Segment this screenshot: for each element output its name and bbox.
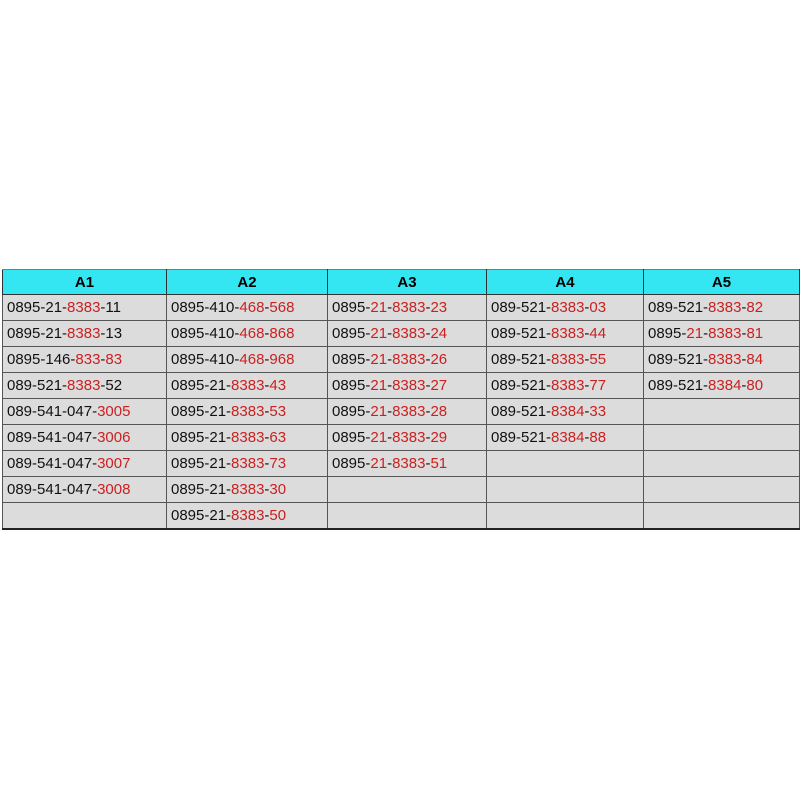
number-highlight: 77 [589, 377, 607, 394]
number-text: - [264, 481, 270, 498]
column-header-a3[interactable]: A3 [328, 270, 487, 295]
number-highlight: 468 [239, 299, 265, 316]
number-highlight: 80 [746, 377, 764, 394]
number-highlight: 8383 [551, 299, 585, 316]
column-header-a2[interactable]: A2 [167, 270, 328, 295]
number-highlight: 8383 [67, 377, 101, 394]
table-row [3, 399, 800, 425]
number-highlight: 8383 [392, 325, 426, 342]
number-highlight: 03 [589, 299, 607, 316]
number-highlight: 21 [370, 429, 388, 446]
number-highlight: 33 [589, 403, 607, 420]
table-cell-a1[interactable] [3, 503, 167, 530]
table-cell-a1[interactable] [3, 321, 167, 347]
number-text: 0895-21- [171, 429, 232, 446]
number-highlight: 44 [589, 325, 607, 342]
number-highlight: 8383 [392, 403, 426, 420]
column-header-a1[interactable]: A1 [3, 270, 167, 295]
number-highlight: 8383 [392, 429, 426, 446]
table-cell-a4[interactable] [487, 503, 644, 530]
number-highlight: 8383 [231, 481, 265, 498]
number-text: 0895-21- [171, 403, 232, 420]
number-highlight: 84 [746, 351, 764, 368]
number-text: 0895-410- [171, 351, 240, 368]
table-cell-a2[interactable] [167, 477, 328, 503]
number-text: 089-541-047- [7, 403, 98, 420]
table-cell-a1[interactable] [3, 347, 167, 373]
column-header-a4[interactable]: A4 [487, 270, 644, 295]
number-text: 0895-21- [7, 325, 68, 342]
number-text: - [584, 325, 590, 342]
table-cell-a5[interactable] [644, 321, 800, 347]
number-text: 0895- [332, 299, 371, 316]
table-cell-a4[interactable] [487, 295, 644, 321]
number-text: -13 [100, 325, 123, 342]
number-highlight: 8383 [708, 351, 742, 368]
number-text: - [425, 351, 431, 368]
number-text: - [387, 403, 393, 420]
table-cell-a2[interactable] [167, 399, 328, 425]
number-highlight: 8383 [551, 377, 585, 394]
number-highlight: 8383 [708, 325, 742, 342]
number-text: - [387, 455, 393, 472]
number-highlight: 81 [746, 325, 764, 342]
number-highlight: 568 [269, 299, 295, 316]
table-row [3, 321, 800, 347]
table-cell-a2[interactable] [167, 503, 328, 530]
number-text: 089-521- [648, 377, 709, 394]
number-highlight: 8383 [231, 377, 265, 394]
number-highlight: 8383 [67, 325, 101, 342]
table-row [3, 425, 800, 451]
table-cell-a4[interactable] [487, 373, 644, 399]
number-highlight: 8383 [231, 455, 265, 472]
number-highlight: 55 [589, 351, 607, 368]
phone-number-table [2, 269, 800, 530]
table-cell-a4[interactable] [487, 321, 644, 347]
number-highlight: 8384 [551, 403, 585, 420]
number-highlight: 468 [239, 325, 265, 342]
table-cell-a1[interactable] [3, 477, 167, 503]
number-highlight: 468 [239, 351, 265, 368]
number-highlight: 8383 [392, 299, 426, 316]
number-highlight: 21 [370, 377, 388, 394]
number-highlight: 968 [269, 351, 295, 368]
number-highlight: 88 [589, 429, 607, 446]
number-highlight: 21 [370, 403, 388, 420]
number-highlight: 27 [430, 377, 448, 394]
number-text: - [264, 377, 270, 394]
number-text: 089-541-047- [7, 481, 98, 498]
table-cell-a2[interactable] [167, 347, 328, 373]
number-highlight: 53 [269, 403, 287, 420]
table-cell-a3[interactable] [328, 399, 487, 425]
number-text: - [264, 507, 270, 524]
table-cell-a5[interactable] [644, 425, 800, 451]
number-highlight: 26 [430, 351, 448, 368]
number-text: - [425, 377, 431, 394]
number-text: 089-521- [491, 351, 552, 368]
table-cell-a4[interactable] [487, 399, 644, 425]
number-grid [2, 269, 799, 530]
number-highlight: 8383 [231, 429, 265, 446]
number-highlight: 8384 [708, 377, 742, 394]
table-row [3, 295, 800, 321]
table-cell-a1[interactable] [3, 451, 167, 477]
table-cell-a3[interactable] [328, 477, 487, 503]
number-text: - [100, 351, 106, 368]
number-text: - [387, 377, 393, 394]
table-row [3, 451, 800, 477]
number-text: 089-541-047- [7, 429, 98, 446]
number-highlight: 83 [105, 351, 123, 368]
table-cell-a3[interactable] [328, 451, 487, 477]
number-highlight: 8383 [392, 455, 426, 472]
number-text: 089-521- [648, 299, 709, 316]
table-cell-a2[interactable] [167, 373, 328, 399]
number-text: 0895- [332, 429, 371, 446]
column-header-a5[interactable]: A5 [644, 270, 800, 295]
table-cell-a3[interactable] [328, 295, 487, 321]
number-text: 0895- [332, 325, 371, 342]
table-cell-a2[interactable] [167, 321, 328, 347]
number-highlight: 21 [370, 351, 388, 368]
table-cell-a2[interactable] [167, 425, 328, 451]
number-highlight: 63 [269, 429, 287, 446]
number-highlight: 21 [370, 325, 388, 342]
number-highlight: 868 [269, 325, 295, 342]
number-text: - [584, 377, 590, 394]
number-text: 089-521- [491, 403, 552, 420]
number-text: 0895-21- [171, 481, 232, 498]
number-text: 0895- [332, 377, 371, 394]
number-highlight: 50 [269, 507, 287, 524]
table-row [3, 477, 800, 503]
number-text: 0895- [648, 325, 687, 342]
number-text: - [584, 403, 590, 420]
number-text: - [264, 403, 270, 420]
table-cell-a5[interactable] [644, 477, 800, 503]
number-text: - [584, 351, 590, 368]
number-text: - [264, 455, 270, 472]
number-highlight: 21 [686, 325, 704, 342]
number-text: 0895-146- [7, 351, 76, 368]
number-text: - [387, 429, 393, 446]
number-highlight: 8383 [67, 299, 101, 316]
number-text: - [425, 403, 431, 420]
number-text: 089-521- [491, 299, 552, 316]
table-cell-a5[interactable] [644, 399, 800, 425]
table-cell-a5[interactable] [644, 373, 800, 399]
number-highlight: 8383 [392, 377, 426, 394]
number-highlight: 51 [430, 455, 448, 472]
table-cell-a1[interactable] [3, 399, 167, 425]
number-text: - [584, 299, 590, 316]
number-text: 0895-21- [171, 377, 232, 394]
table-cell-a4[interactable] [487, 425, 644, 451]
number-text: - [741, 377, 747, 394]
number-text: - [264, 299, 270, 316]
number-text: 0895- [332, 351, 371, 368]
table-cell-a5[interactable] [644, 503, 800, 530]
number-highlight: 8384 [551, 429, 585, 446]
number-text: - [425, 299, 431, 316]
number-highlight: 8383 [551, 351, 585, 368]
number-text: 089-521- [491, 429, 552, 446]
table-cell-a5[interactable] [644, 295, 800, 321]
number-text: 089-521- [491, 377, 552, 394]
table-cell-a3[interactable] [328, 425, 487, 451]
number-highlight: 82 [746, 299, 764, 316]
number-text: 0895-21- [7, 299, 68, 316]
number-highlight: 23 [430, 299, 448, 316]
table-header [3, 270, 800, 295]
number-text: 0895-410- [171, 299, 240, 316]
table-cell-a3[interactable] [328, 373, 487, 399]
table-cell-a5[interactable] [644, 451, 800, 477]
number-highlight: 8383 [231, 507, 265, 524]
number-highlight: 30 [269, 481, 287, 498]
table-cell-a1[interactable] [3, 373, 167, 399]
number-text: - [387, 299, 393, 316]
number-text: - [387, 351, 393, 368]
number-text: - [425, 429, 431, 446]
number-highlight: 43 [269, 377, 287, 394]
number-highlight: 3006 [97, 429, 131, 446]
number-text: - [425, 455, 431, 472]
number-text: - [703, 325, 709, 342]
number-text: - [264, 351, 270, 368]
number-highlight: 8383 [231, 403, 265, 420]
number-text: 089-521- [7, 377, 68, 394]
table-cell-a2[interactable] [167, 451, 328, 477]
number-text: - [741, 325, 747, 342]
number-highlight: 21 [370, 455, 388, 472]
number-text: 0895-21- [171, 507, 232, 524]
table-row [3, 347, 800, 373]
table-cell-a3[interactable] [328, 503, 487, 530]
number-text: 0895- [332, 455, 371, 472]
number-text: -52 [100, 377, 123, 394]
header-row [3, 270, 800, 295]
number-highlight: 29 [430, 429, 448, 446]
number-highlight: 833 [75, 351, 101, 368]
number-text: - [264, 429, 270, 446]
number-highlight: 21 [370, 299, 388, 316]
table-cell-a5[interactable] [644, 347, 800, 373]
table-cell-a1[interactable] [3, 425, 167, 451]
number-text: - [387, 325, 393, 342]
number-text: -11 [100, 299, 121, 316]
number-text: 0895- [332, 403, 371, 420]
number-highlight: 28 [430, 403, 448, 420]
number-text: - [741, 351, 747, 368]
number-text: - [264, 325, 270, 342]
number-text: - [584, 429, 590, 446]
number-highlight: 73 [269, 455, 287, 472]
number-highlight: 3007 [97, 455, 131, 472]
number-highlight: 8383 [708, 299, 742, 316]
number-highlight: 8383 [392, 351, 426, 368]
number-text: 089-521- [648, 351, 709, 368]
number-text: 089-521- [491, 325, 552, 342]
table-cell-a4[interactable] [487, 477, 644, 503]
table-cell-a2[interactable] [167, 295, 328, 321]
table-cell-a4[interactable] [487, 451, 644, 477]
number-text: 089-541-047- [7, 455, 98, 472]
number-text: - [741, 299, 747, 316]
number-highlight: 3005 [97, 403, 131, 420]
table-body [3, 295, 800, 530]
table-cell-a3[interactable] [328, 321, 487, 347]
number-text: - [425, 325, 431, 342]
number-text: 0895-410- [171, 325, 240, 342]
table-row [3, 503, 800, 530]
number-highlight: 24 [430, 325, 448, 342]
table-cell-a4[interactable] [487, 347, 644, 373]
table-cell-a3[interactable] [328, 347, 487, 373]
number-highlight: 8383 [551, 325, 585, 342]
table-cell-a1[interactable] [3, 295, 167, 321]
number-text: 0895-21- [171, 455, 232, 472]
table-row [3, 373, 800, 399]
number-highlight: 3008 [97, 481, 131, 498]
